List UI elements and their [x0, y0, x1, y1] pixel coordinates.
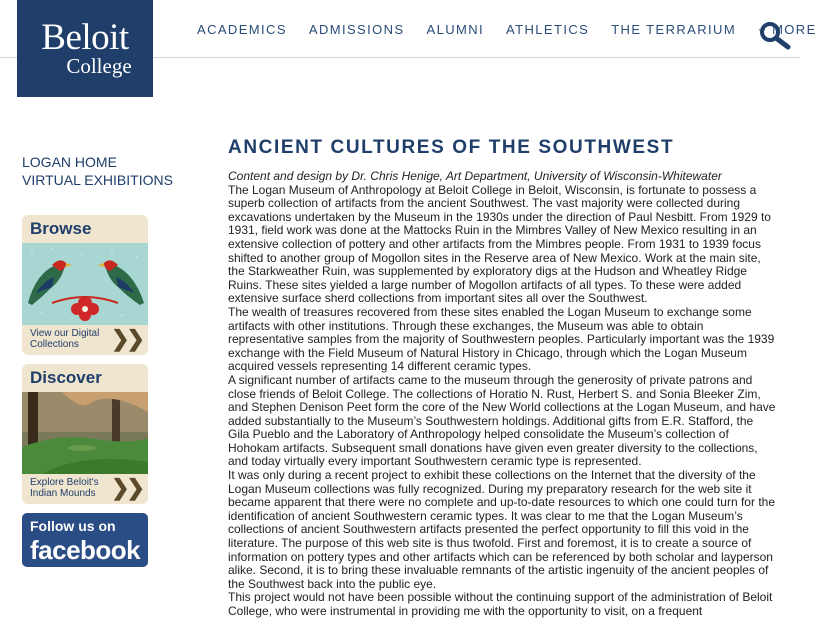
facebook-button[interactable]: [22, 513, 148, 567]
nav-admissions[interactable]: ADMISSIONS: [308, 22, 405, 37]
nav-more[interactable]: + MORE: [758, 22, 817, 37]
site-header: [0, 0, 817, 78]
discover-title: Discover: [30, 368, 102, 387]
discover-caption: Explore Beloit's Indian Mounds: [30, 477, 99, 499]
nav-athletics[interactable]: ATHLETICS: [506, 22, 590, 37]
discover-card[interactable]: [22, 364, 148, 504]
sidebar-link-logan-home[interactable]: LOGAN HOME: [22, 154, 117, 170]
browse-title: Browse: [30, 219, 92, 238]
browse-caption: View our Digital Collections: [30, 328, 100, 350]
double-chevron-right-icon: ❯❯: [111, 475, 142, 500]
facebook-wordmark: facebook: [30, 535, 141, 565]
logo-line-2: College: [66, 54, 132, 78]
browse-footer: [22, 325, 148, 355]
article-paragraph-5: This project would not have been possible without the continuing support of the administration of Beloit College, who were instrumental in providing me with the opportunity to visit, on a frequent: [228, 590, 773, 618]
article-paragraph-2: The wealth of treasures recovered from these sites enabled the Logan Museum to exchange some artifacts with other institutions. Through these exchanges, the Museum was able to obtain representative samples from the majority of Southwestern peoples. Particularly important was the 1939 exchange with the Field Museum of Natural History in Chicago, through which the Logan Museum acquired vessels representing 14 different ceramic types.: [228, 304, 775, 374]
article-body: [228, 170, 776, 619]
discover-mounds-image: [22, 392, 148, 474]
beloit-college-logo[interactable]: [17, 0, 153, 97]
article-credit: Content and design by Dr. Chris Henige, Art Department, University of Wisconsin-Whitewater: [228, 169, 722, 183]
nav-academics[interactable]: ACADEMICS: [197, 22, 287, 37]
facebook-follow-text: Follow us on: [30, 518, 116, 534]
sidebar-links: [22, 153, 173, 189]
page-title: ANCIENT CULTURES OF THE SOUTHWEST: [228, 137, 675, 158]
double-chevron-right-icon: ❯❯: [111, 326, 142, 351]
article-paragraph-3: A significant number of artifacts came to the museum through the generosity of private patrons and close friends of Beloit College. The collections of Horatio N. Rust, Herbert S. and Sonia Bleeker Zim, and Stephen Denison Peet form the core of the New World collections at the Logan Museum, and have added substantially to the Museum’s Southwestern holdings. Additional gifts from E.R. Stafford, the Gila Pueblo and the Laboratory of Anthropology helped consolidate the Museum’s collection of Hohokam artifacts. Subsequent small donations have given even greater diversity to the collections, and today virtually every important Southwestern ceramic type is represented.: [228, 372, 776, 469]
sidebar-link-virtual-exhibitions[interactable]: VIRTUAL EXHIBITIONS: [22, 172, 173, 188]
nav-the-terrarium[interactable]: THE TERRARIUM: [611, 22, 737, 37]
browse-birds-image: [22, 243, 148, 325]
article-paragraph-4: It was only during a recent project to exhibit these collections on the Internet that the diversity of the Logan Museum collections was fully recognized. During my preparatory research for the web site it became apparent that there were no complete and up-to-date resources to which one could turn for the identification of ancient Southwestern ceramic types. It was clear to me that the Logan Museum’s collections of ancient Southwestern artifacts presented the perfect opportunity to fill this void in the literature. The purpose of this web site is thus twofold. First and foremost, it is to create a source of information on pottery types and other artifacts which can be referenced by both scholar and layperson alike. Second, it is to bring these invaluable remnants of the artistic ingenuity of the ancient peoples of the Southwest back into the public eye.: [228, 468, 775, 591]
search-icon[interactable]: [758, 20, 792, 50]
browse-card[interactable]: [22, 215, 148, 355]
discover-footer: [22, 474, 148, 504]
nav-alumni[interactable]: ALUMNI: [426, 22, 485, 37]
main-nav: [186, 22, 828, 37]
logo-line-1: Beloit: [41, 17, 129, 58]
article-paragraph-1: The Logan Museum of Anthropology at Beloit College in Beloit, Wisconsin, is fortunate to possess a superb collection of artifacts from the ancient Southwest. The vast majority were collected during excavations undertaken by the Museum in the 1930s under the direction of Paul Nesbitt. From 1929 to 1931, field work was done at the Mattocks Ruin in the Mimbres Valley of New Mexico resulting in an extensive collection of pottery and other artifacts from the Mimbres people. From 1931 to 1939 focus shifted to another group of Mogollon sites in the Reserve area of New Mexico. Work at the main site, the Starkweather Ruin, was supplemented by exploratory digs at the Hudson and Wheatley Ridge Ruins. These sites yielded a large number of Mogollon artifacts of all types. To these were added extensive surface sherd collections from important sites all over the Southwest.: [228, 182, 771, 306]
